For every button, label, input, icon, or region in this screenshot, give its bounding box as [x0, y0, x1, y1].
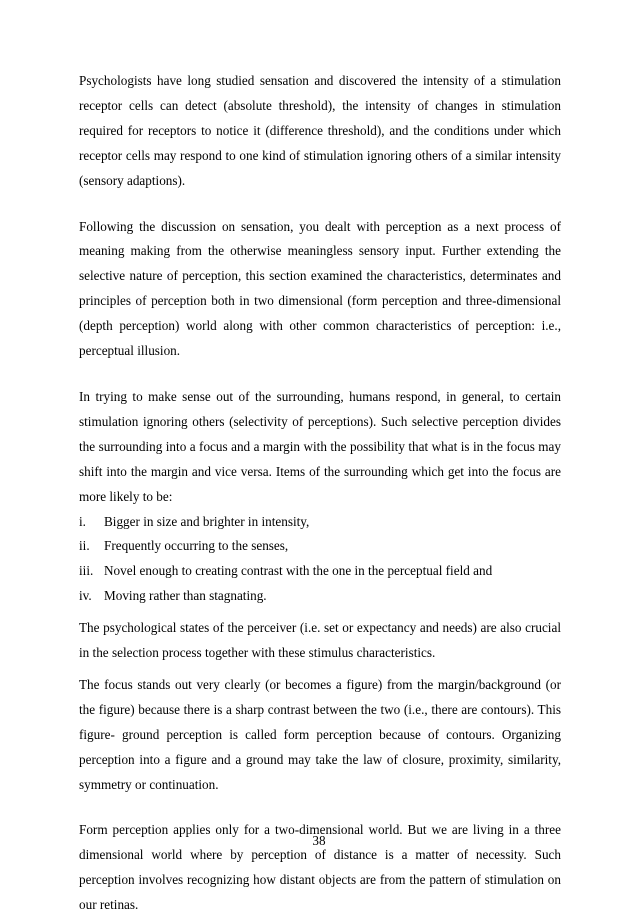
paragraph-sensation: Psychologists have long studied sensation and discovered the intensity of a stimulation receptor cells can detect (absolute threshold), the intensity of changes in stimulation required for receptors to notice it (difference threshold), and the conditions under which receptor cells may respond to one kind of stimulation ignoring others of a similar intensity (sensory adaptions). — [79, 73, 561, 188]
list-item-text: Novel enough to creating contrast with the one in the perceptual field and — [104, 563, 493, 579]
page-number: 38 — [312, 833, 326, 848]
paragraph-selectivity: In trying to make sense out of the surrounding, humans respond, in general, to certain stimulation ignoring others (selectivity of perceptions). Such selective perception divides the surrounding into a focus and a margin with the possibility that what is in the focus may shift into the margin and vice versa. Items of the surrounding which get into the focus are more likely to be: — [79, 388, 561, 504]
list-marker: iv. — [79, 588, 92, 604]
list-item — [79, 534, 561, 559]
focus-characteristics-list — [79, 510, 561, 610]
list-marker: ii. — [79, 538, 90, 554]
list-marker: iii. — [79, 563, 94, 579]
list-item — [79, 559, 561, 584]
paragraph-psychological-states: The psychological states of the perceiver (i.e. set or expectancy and needs) are also crucial in the selection process together with these stimulus characteristics. — [79, 620, 561, 661]
paragraph-depth-perception: Form perception applies only for a two-dimensional world. But we are living in a three dimensional world where by perception of distance is a matter of necessity. Such perception involves recognizing how distant objects are from the pattern of stimulation on our retinas. — [79, 822, 561, 913]
list-marker: i. — [79, 513, 86, 529]
list-item-text: Moving rather than stagnating. — [104, 588, 267, 604]
paragraph-form-perception: The focus stands out very clearly (or becomes a figure) from the margin/background (or the figure) because there is a sharp contrast between the two (i.e., there are contours). This figure- ground perception is called form perception because of contours. Organizing perception into a figure and a ground may take the law of closure, proximity, similarity, symmetry or continuation. — [79, 676, 561, 792]
list-item-text: Bigger in size and brighter in intensity, — [104, 513, 310, 529]
list-item — [79, 510, 561, 535]
list-item-text: Frequently occurring to the senses, — [104, 538, 289, 554]
list-item — [79, 584, 561, 609]
paragraph-perception: Following the discussion on sensation, you dealt with perception as a next process of meaning making from the otherwise meaningless sensory input. Further extending the selective nature of perception, this section examined the characteristics, determinates and principles of perception both in two dimensional (form perception and three-dimensional (depth perception) world along with other common characteristics of perception: i.e., perceptual illusion. — [79, 218, 561, 359]
